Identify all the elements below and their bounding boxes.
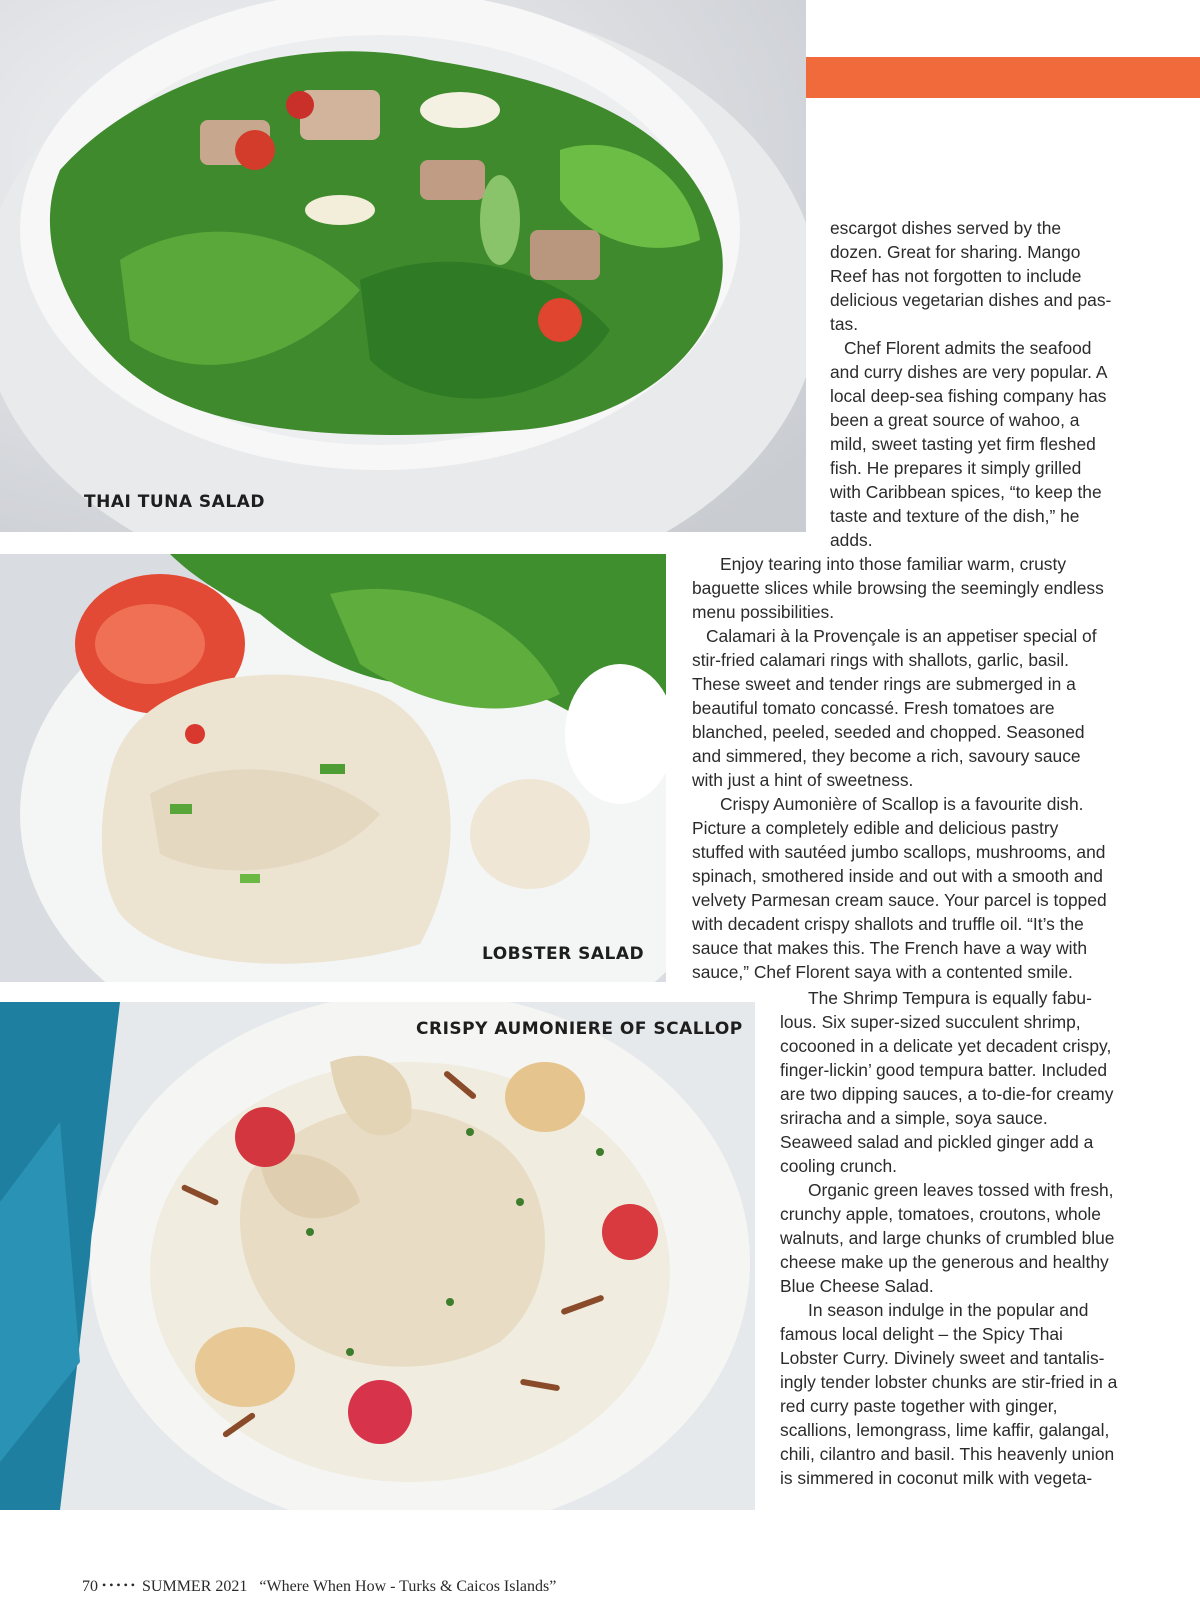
thai-tuna-salad-photo <box>0 0 806 532</box>
article-column-middle <box>692 552 1115 984</box>
article-column-bottom <box>780 986 1120 1490</box>
scallop-photo <box>0 1002 755 1510</box>
page-number: 70 <box>82 1578 98 1595</box>
lobster-salad-caption: LOBSTER SALAD <box>482 944 645 964</box>
issue-label: SUMMER 2021 <box>142 1578 248 1595</box>
accent-bar <box>806 57 1200 98</box>
publication-name: “Where When How - Turks & Caicos Islands” <box>259 1578 557 1595</box>
article-paragraph: Organic green leaves tossed with fresh, crunchy apple, tomatoes, croutons, whole walnuts, and large chunks of crumbled blue cheese make up the generous and healthy Blue Cheese Salad. <box>780 1180 1115 1296</box>
article-paragraph: Calamari à la Provençale is an appetiser special of stir-fried calamari rings with shallots, garlic, basil. These sweet and tender rings are submerged in a beautiful tomato concassé. Fresh tomatoes are blanched, peeled, seeded and chopped. Seasoned and simmered, they become a rich, savoury sauce with just a hint of sweetness. <box>692 626 1097 790</box>
article-paragraph: Chef Florent admits the seafood and curry dishes are very popular. A local deep-sea fishing company has been a great source of wahoo, a mild, sweet tasting yet firm fleshed fish. He prepares it simply grilled with Caribbean spices, “to keep the taste and texture of the dish,” he adds. <box>830 338 1107 550</box>
article-column-top <box>830 216 1115 552</box>
lobster-salad-photo <box>0 554 666 982</box>
scallop-caption: CRISPY AUMONIERE OF SCALLOP <box>416 1019 743 1039</box>
article-paragraph: escargot dishes served by the dozen. Great for sharing. Mango Reef has not forgotten to include delicious vegetarian dishes and pas-tas. <box>830 218 1112 334</box>
thai-tuna-salad-caption: THAI TUNA SALAD <box>84 492 265 512</box>
article-paragraph: In season indulge in the popular and famous local delight – the Spicy Thai Lobster Curry. Divinely sweet and tantalis-ingly tender lobster chunks are stir-fried in a red curry paste together with ginger, scallions, lemongrass, lime kaffir, galangal, chili, cilantro and basil. This heavenly union is simmered in coconut milk with vegeta- <box>780 1300 1118 1488</box>
article-paragraph: Enjoy tearing into those familiar warm, crusty baguette slices while browsing the seemingly endless menu possibilities. <box>692 554 1104 622</box>
page-footer <box>82 1578 556 1596</box>
article-paragraph: The Shrimp Tempura is equally fabu-lous. Six super-sized succulent shrimp, cocooned in a delicate yet decadent crispy, finger-lickin’ good tempura batter. Included are two dipping sauces, a to-die-for creamy sriracha and a simple, soya sauce. Seaweed salad and pickled ginger add a cooling crunch. <box>780 988 1114 1176</box>
footer-dots: ••••• <box>102 1578 139 1592</box>
article-paragraph: Crispy Aumonière of Scallop is a favourite dish. Picture a completely edible and delicious pastry stuffed with sautéed jumbo scallops, mushrooms, and spinach, smothered inside and out with a smooth and velvety Parmesan cream sauce. Your parcel is topped with decadent crispy shallots and truffle oil. “It’s the sauce that makes this. The French have a way with sauce,” Chef Florent saya with a contented smile. <box>692 794 1107 982</box>
